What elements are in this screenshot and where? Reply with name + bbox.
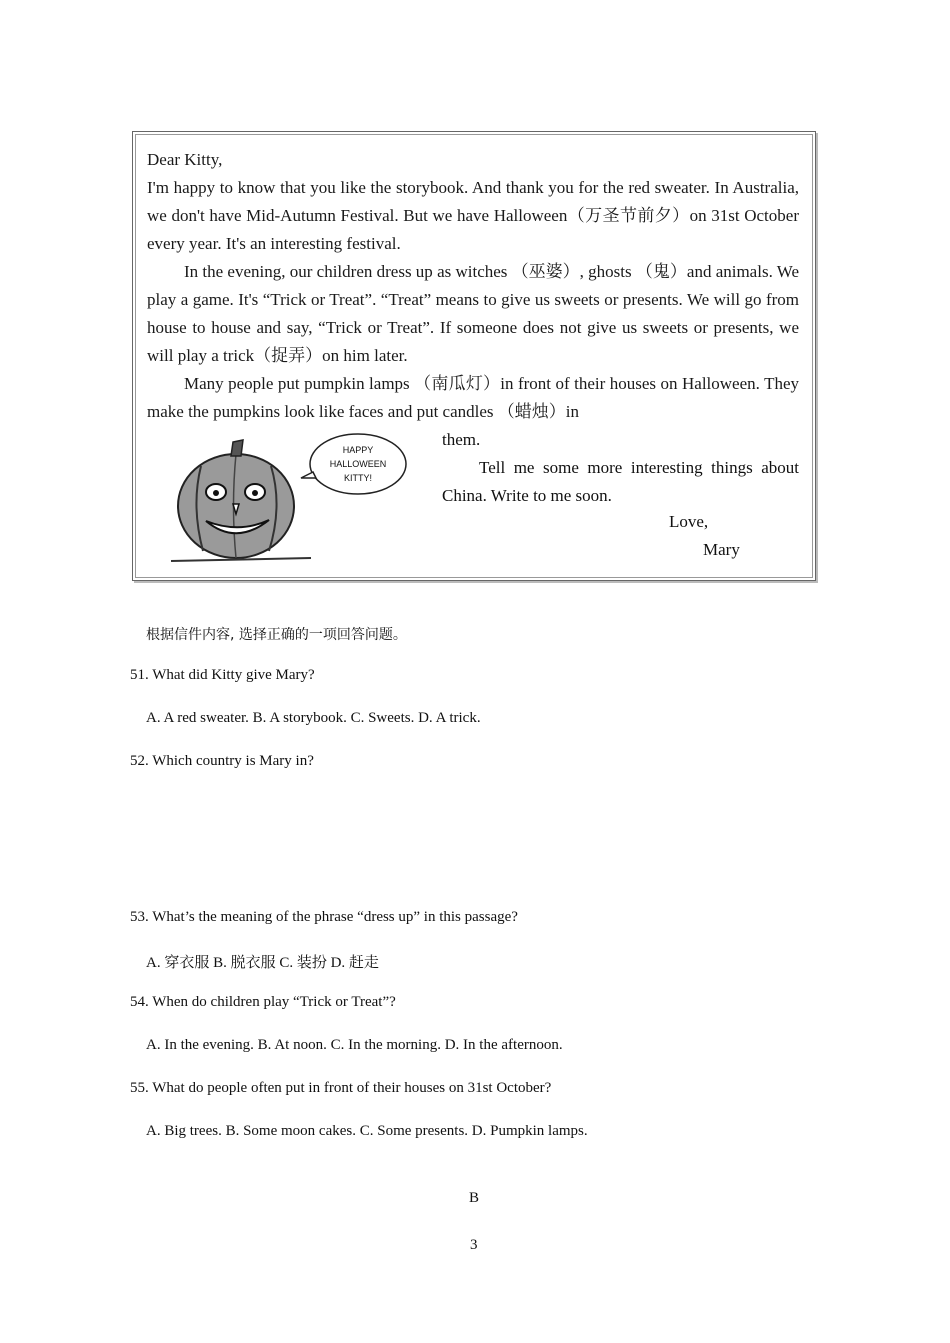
page-number: 3 (470, 1237, 478, 1253)
options-55: A. Big trees. B. Some moon cakes. C. Some presents. D. Pumpkin lamps. (146, 1123, 588, 1139)
letter-right-column (442, 426, 799, 510)
question-54: 54. When do children play “Trick or Treat”? (130, 994, 396, 1010)
letter-paragraph-2: In the evening, our children dress up as witches （巫婆）, ghosts （鬼）and animals. We play a game. It's “Trick or Treat”. “Treat” means to give us sweets or presents. We will go from house to house and say, “Trick or Treat”. If someone does not give us sweets or presents, we will play a trick（捉弄）on him later. (147, 262, 799, 365)
section-label: B (469, 1190, 480, 1206)
question-51: 51. What did Kitty give Mary? (130, 667, 315, 683)
letter-paragraph-3-end: them. (442, 430, 481, 449)
letter-paragraph-1: I'm happy to know that you like the storybook. And thank you for the red sweater. In Australia, we don't have Mid-Autumn Festival. But we have Halloween（万圣节前夕）on 31st October every year. It's an interesting festival. (147, 178, 799, 253)
letter-closing: Love, (669, 512, 709, 531)
instruction-text: 根据信件内容, 选择正确的一项回答问题。 (146, 627, 407, 643)
question-55: 55. What do people often put in front of their houses on 31st October? (130, 1080, 552, 1096)
bubble-line-3: KITTY! (343, 473, 373, 483)
bubble-line-1: HAPPY (342, 445, 374, 455)
options-51: A. A red sweater. B. A storybook. C. Sweets. D. A trick. (146, 710, 481, 726)
letter-paragraph-4: Tell me some more interesting things about China. Write to me soon. (442, 458, 799, 505)
question-52: 52. Which country is Mary in? (130, 753, 314, 769)
question-53: 53. What’s the meaning of the phrase “dress up” in this passage? (130, 909, 518, 925)
letter-paragraph-3: Many people put pumpkin lamps （南瓜灯）in front of their houses on Halloween. They make the pumpkins look like faces and put candles （蜡烛）in (147, 374, 799, 421)
speech-bubble (301, 434, 406, 494)
bubble-line-2: HALLOWEEN (329, 459, 387, 469)
letter-lower-area (147, 426, 799, 576)
options-54: A. In the evening. B. At noon. C. In the morning. D. In the afternoon. (146, 1037, 563, 1053)
letter-greeting: Dear Kitty, (147, 150, 223, 169)
letter-signature: Mary (703, 540, 740, 559)
letter-image (132, 131, 816, 581)
pumpkin-icon (171, 440, 311, 561)
options-53: A. 穿衣服 B. 脱衣服 C. 装扮 D. 赶走 (146, 955, 379, 971)
pumpkin-illustration (161, 426, 431, 566)
letter-body (147, 146, 799, 426)
